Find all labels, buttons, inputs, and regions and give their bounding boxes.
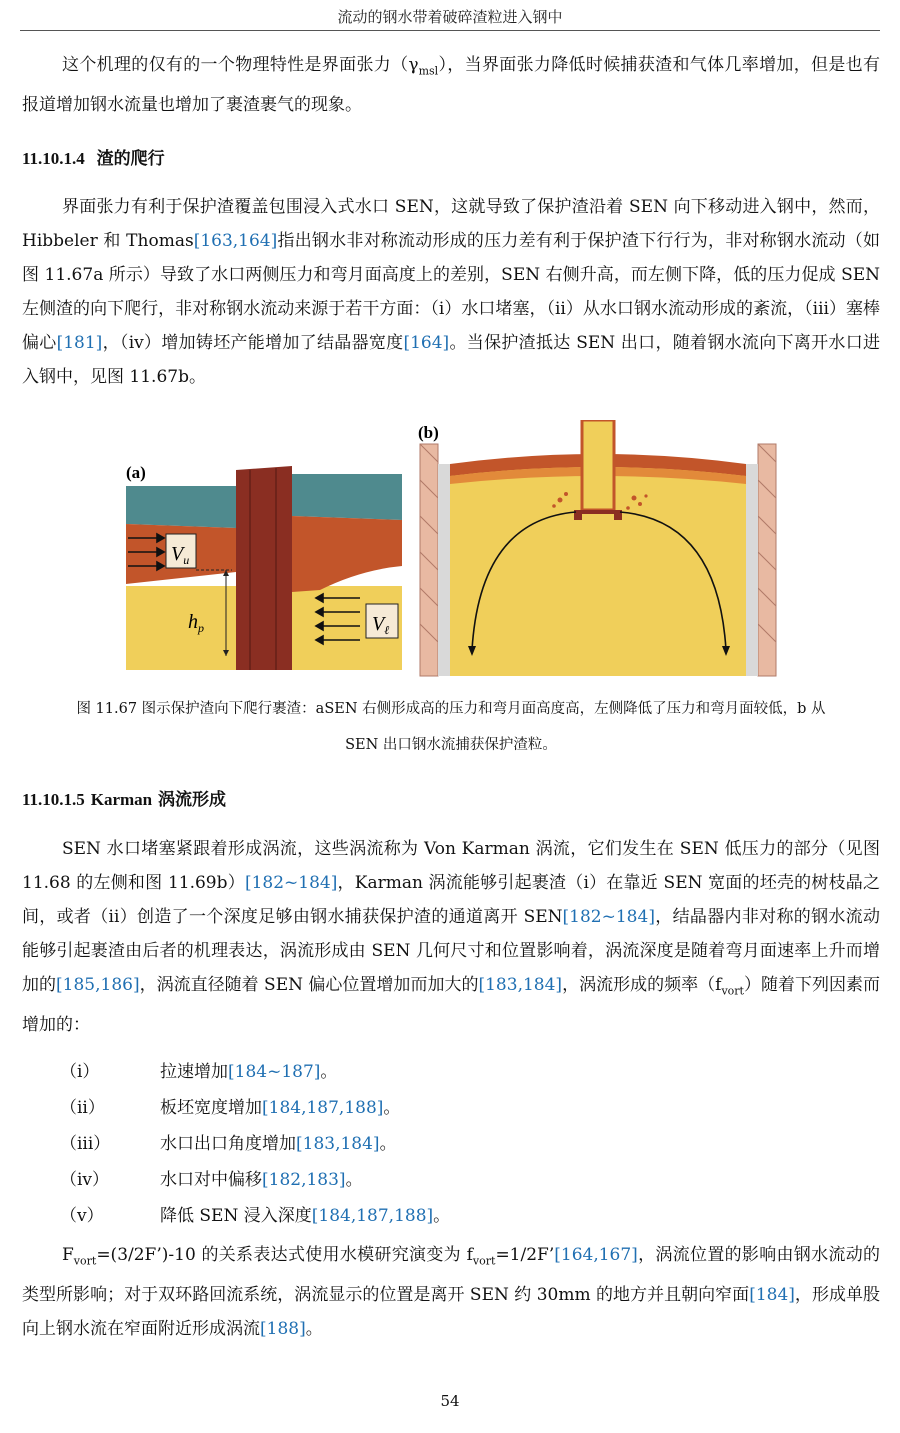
- slag-crawl-paragraph: 界面张力有利于保护渣覆盖包围浸入式水口 SEN，这就导致了保护渣沿着 SEN 向下移动进入钢中，然而，Hibbeler 和 Thomas[163,164]指出钢水非对称流动形成的压力差有利于保护渣下行行为，非对称钢水流动（如图 11.67a 所示）导致了水口两侧压力和弯月面高度上的差别，SEN 右侧升高，而左侧下降，低的压力促成 SEN 左侧渣的向下爬行，非对称钢水流动来源于若干方面：（i）水口堵塞，（ii）从水口钢水流动形成的紊流，（iii）塞棒偏心[181]，（iv）增加铸坯产能增加了结晶器宽度[164]。当保护渣抵达 SEN 出口，随着钢水流向下离开水口进入钢中，见图 11.67b。: [22, 197, 880, 387]
- karman-paragraph: SEN 水口堵塞紧跟着形成涡流，这些涡流称为 Von Karman 涡流，它们发生在 SEN 低压力的部分（见图 11.68 的左侧和图 11.69b）[182~184]，Karman 涡流能够引起裹渣（i）在靠近 SEN 宽面的坯壳的树枝晶之间，或者（ii）创造了一个深度足够由钢水捕获保护渣的通道离开 SEN[182~184]，结晶器内非对称的钢水流动能够引起裹渣由后者的机理表达，涡流形成由 SEN 几何尺寸和位置影响着，涡流深度是随着弯月面速率上升而增加的[185,186]，涡流直径随着 SEN 偏心位置增加而加大的[183,184]，涡流形成的频率$(f_{vort})$随着下列因素而增加的：: [22, 839, 881, 1036]
- slag-mid-layer-a-right: [292, 516, 402, 592]
- citation-link[interactable]: [188]: [260, 1319, 306, 1340]
- citation-link[interactable]: [184,187,188]: [262, 1098, 384, 1118]
- page-number: 54: [440, 1392, 460, 1410]
- citation-link[interactable]: [183,184]: [478, 975, 563, 995]
- slag-top-layer-a: [126, 486, 236, 528]
- list-item: （iii） 水口出口角度增加[183,184]。: [60, 1134, 397, 1154]
- header-rule: [20, 30, 880, 31]
- running-header: 流动的钢水带着破碎渣粒进入钢中: [337, 8, 563, 26]
- citation-link[interactable]: [184]: [749, 1285, 795, 1306]
- citation-link[interactable]: [183,184]: [296, 1134, 380, 1154]
- figure-caption-line2: SEN 出口钢水流捕获保护渣粒。: [345, 737, 557, 753]
- vortex-frequency-paragraph: $F_{vort}=(3/2F’)-10$ 的关系表达式使用水模研究演变为 $f_{vort}=1/2F’[164,167]$，涡流位置的影响由钢水流动的类型所影响；对于双环路回流系统，涡流显示的位置是离开 SEN 约 30mm 的地方并且朝向窄面[184]，形成单股向上钢水流在窄面附近形成涡流[188]。: [22, 1245, 881, 1340]
- nozzle-a: [236, 466, 292, 670]
- citation-link[interactable]: [163,164]: [193, 231, 278, 251]
- citation-link[interactable]: [182~184]: [562, 907, 655, 927]
- citation-link[interactable]: [164]: [403, 333, 450, 353]
- nozzle-b: [582, 420, 614, 510]
- citation-link[interactable]: [184~187]: [228, 1062, 321, 1082]
- panel-b-label: (b): [418, 423, 439, 442]
- citation-link[interactable]: [182~184]: [244, 873, 338, 893]
- list-item: （v） 降低 SEN 浸入深度[184,187,188]。: [60, 1206, 451, 1226]
- citation-link[interactable]: [184,187,188]: [311, 1206, 434, 1226]
- list-item: （ii） 板坯宽度增加[184,187,188]。: [60, 1098, 401, 1118]
- list-item: （iv） 水口对中偏移[182,183]。: [60, 1170, 363, 1190]
- figure-11-67: [120, 420, 780, 682]
- slag-top-layer-a-right: [292, 474, 402, 520]
- label-hp: $h_p$: [188, 611, 204, 635]
- section-heading-slag-crawl: 11.10.1.4 渣的爬行: [22, 149, 165, 169]
- citation-link[interactable]: [164,167]: [554, 1245, 638, 1265]
- panel-a-label: (a): [126, 463, 146, 482]
- section-heading-karman: 11.10.1.5 Karman 涡流形成: [22, 790, 227, 810]
- intro-paragraph: 这个机理的仅有的一个物理特性是界面张力$(\gamma_{msl})$，当界面张力降低时候捕获渣和气体几率增加，但是也有报道增加钢水流量也增加了裹渣裹气的现象。: [22, 55, 880, 116]
- label-vu: $V_u$: [171, 543, 190, 567]
- figure-panel-b: [418, 420, 776, 676]
- figure-panel-a: [126, 463, 402, 670]
- citation-link[interactable]: [182,183]: [262, 1170, 346, 1190]
- citation-link[interactable]: [181]: [56, 333, 103, 353]
- list-item: （i） 拉速增加[184~187]。: [60, 1062, 338, 1082]
- label-vl: $V_\ell$: [372, 613, 390, 637]
- figure-caption-line1: 图 11.67 图示保护渣向下爬行裹渣：aSEN 右侧形成高的压力和弯月面高度高，左侧降低了压力和弯月面较低，b 从: [76, 701, 826, 717]
- citation-link[interactable]: [185,186]: [56, 975, 140, 995]
